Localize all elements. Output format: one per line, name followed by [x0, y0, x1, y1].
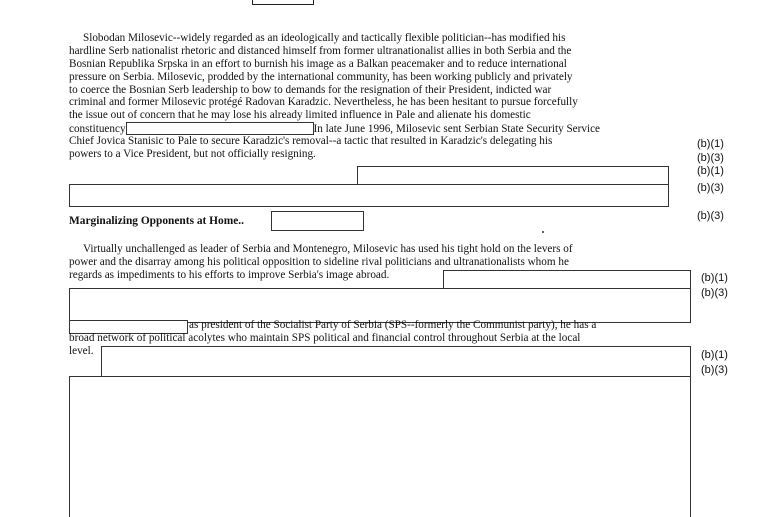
- paragraph-line: hardline Serb nationalist rhetoric and distanced himself from former ultranationalist allies in both Serbia and the: [69, 44, 572, 57]
- exemption-code: (b)(3): [697, 182, 724, 194]
- paragraph-line: the issue out of concern that he may lose his already limited influence in Pale and alienate his domestic: [69, 109, 531, 122]
- exemption-code: (b)(1): [701, 349, 728, 361]
- paragraph-line: Virtually unchallenged as leader of Serbia and Montenegro, Milosevic has used his tight hold on the levers of: [83, 243, 573, 255]
- paragraph-line: as president of the Socialist Party of Serbia (SPS--formerly the Communist party), he has a: [189, 319, 597, 331]
- exemption-code: (b)(3): [697, 152, 724, 164]
- redaction-box-large: [69, 376, 691, 517]
- paragraph-line: power and the disarray among his political opposition to sideline rival politicians and ultranationalists whom he: [69, 255, 569, 268]
- paragraph-line: broad network of political acolytes who maintain SPS political and financial control throughout Serbia at the local: [69, 331, 581, 344]
- paragraph-line: level.: [69, 344, 94, 357]
- redaction-box-heading: [271, 211, 364, 231]
- exemption-code: (b)(3): [701, 287, 728, 299]
- paragraph-line: powers to a Vice President, but not officially resigning.: [69, 148, 316, 161]
- speck-mark: [542, 231, 544, 233]
- paragraph-line: to coerce the Bosnian Serb leadership to bow to demands for the resignation of their President, indicted war: [69, 83, 552, 96]
- redaction-box: [443, 270, 691, 290]
- paragraph-line: Chief Jovica Stanisic to Pale to secure Karadzic's removal--a tactic that resulted in Karadzic's delegating his: [69, 135, 553, 148]
- inline-text: constituency: [69, 123, 126, 136]
- paragraph-line: [69, 122, 669, 135]
- exemption-code: (b)(1): [701, 272, 728, 284]
- redaction-box-inline: [126, 122, 314, 135]
- redaction-box: [357, 166, 669, 186]
- redaction-box-top: [252, 0, 314, 5]
- paragraph-line: regards as impediments to his efforts to improve Serbia's image abroad.: [69, 268, 390, 281]
- redaction-box: [69, 184, 669, 207]
- inline-text: In late June 1996, Milosevic sent Serbian State Security Service: [313, 123, 601, 136]
- exemption-code: (b)(3): [697, 210, 724, 222]
- redaction-box: [101, 346, 691, 378]
- redaction-box: [69, 288, 691, 323]
- exemption-code: (b)(3): [701, 364, 728, 376]
- section-heading: Marginalizing Opponents at Home..: [69, 215, 244, 227]
- paragraph-line: Bosnian Republika Srpska in an effort to burnish his image as a Balkan peacemaker and to reduce international: [69, 57, 567, 70]
- paragraph-line: pressure on Serbia. Milosevic, prodded by the international community, has been working publicly and privately: [69, 70, 573, 83]
- paragraph-line: Slobodan Milosevic--widely regarded as an ideologically and tactically flexible politician--has modified his: [83, 32, 566, 44]
- paragraph-milosevic-overview: [69, 32, 669, 161]
- paragraph-line: criminal and former Milosevic protégé Radovan Karadzic. Nevertheless, he has been hesitant to pursue forcefully: [69, 96, 578, 109]
- exemption-code: (b)(1): [697, 138, 724, 150]
- exemption-code: (b)(1): [697, 165, 724, 177]
